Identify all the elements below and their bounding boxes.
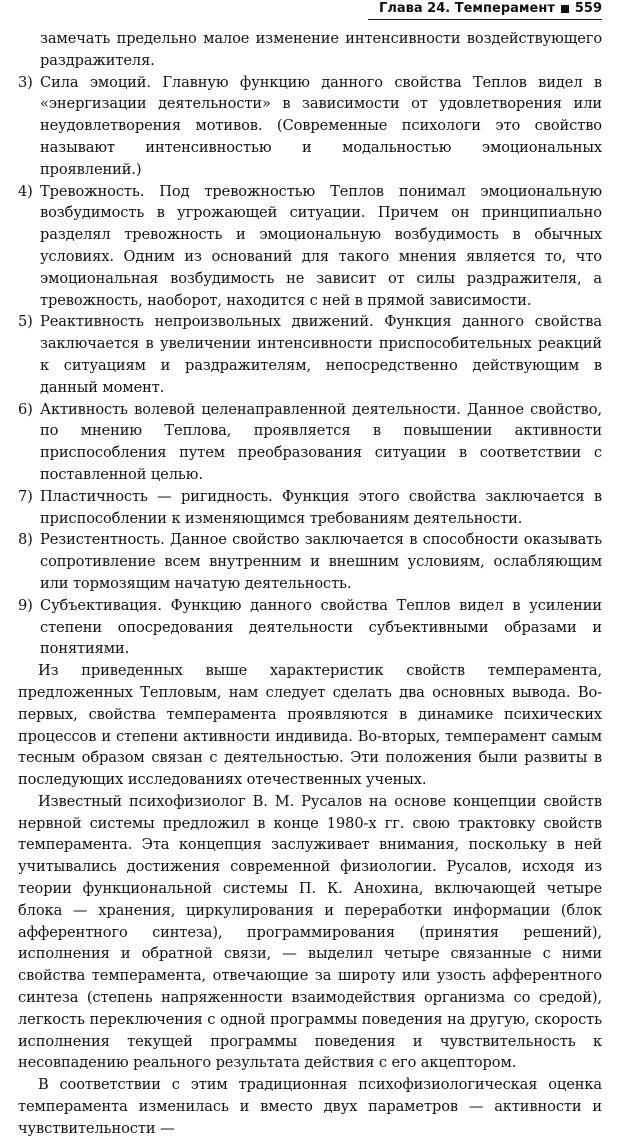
list-item	[18, 529, 602, 594]
item-number: 9)	[18, 596, 33, 614]
item-text: Тревожность. Под тревожностью Теплов понимал эмоциональную возбудимость в угрожающей ситуации. Причем он принципиально разделял тревожность и эмоциональную возбудимость в обычных условиях. Одним из оснований для такого мнения является то, что эмоциональная возбудимость не зависит от силы раздражителя, а тревожность, наоборот, находится с ней в прямой зависимости.	[40, 182, 602, 309]
paragraph: Известный психофизиолог В. М. Русалов на основе концепции свойств нервной системы предложил в конце 1980-х гг. свою трактовку свойств темперамента. Эта концепция заслуживает внимания, поскольку в ней учитывались достижения современной физиологии. Русалов, исходя из теории функциональной системы П. К. Анохина, включающей четыре блока — хранения, циркулирования и переработки информации (блок афферентного синтеза), программирования (принятия решений), исполнения и обратной связи, — выделил четыре связанные с ними свойства темперамента, отвечающие за широту или узость афферентного синтеза (степень напряженности взаимодействия организма со средой), легкость переключения с одной программы поведения на другую, скорость исполнения текущей программы поведения и чувствительность к несовпадению реального результата действия с его акцептором.	[18, 792, 602, 1072]
item-text: Активность волевой целенаправленной деятельности. Данное свойство, по мнению Теплова, проявляется в повышении активности приспособления путем преобразования ситуации в соответствии с поставленной целью.	[40, 400, 602, 483]
item-number: 8)	[18, 531, 33, 549]
item-number: 3)	[18, 73, 33, 91]
item-number: 5)	[18, 313, 33, 331]
item-text: Субъективация. Функцию данного свойства Теплов видел в усилении степени опосредования деятельности субъективными образами и понятиями.	[40, 596, 602, 658]
list-item	[18, 486, 602, 530]
body-text	[18, 28, 602, 1140]
item-number: 7)	[18, 487, 33, 505]
header-rule	[368, 19, 602, 20]
chapter-title: Глава 24. Темперамент	[379, 1, 555, 16]
page-number: 559	[574, 1, 602, 16]
item-number: 4)	[18, 182, 33, 200]
running-head	[379, 0, 602, 18]
paragraph: Из приведенных выше характеристик свойств темперамента, предложенных Тепловым, нам следует сделать два основных вывода. Во-первых, свойства темперамента проявляются в динамике психических процессов и степени активности индивида. Во-вторых, темперамент самым тесным образом связан с деятельностью. Эти положения были развиты в последующих исследованиях отечественных ученых.	[18, 662, 602, 789]
continued-item-text: замечать предельно малое изменение интенсивности воздействующего раздражителя.	[40, 30, 602, 69]
list-item	[18, 595, 602, 660]
list-item	[18, 311, 602, 398]
item-number: 6)	[18, 400, 33, 418]
item-text: Резистентность. Данное свойство заключается в способности оказывать сопротивление всем внутренним и внешним условиям, ослабляющим или тормозящим начатую деятельность.	[40, 531, 602, 592]
list-item	[18, 181, 602, 312]
list-item	[18, 399, 602, 486]
list-item	[18, 72, 602, 181]
item-text: Пластичность — ригидность. Функция этого свойства заключается в приспособлении к изменяющимся требованиям деятельности.	[40, 487, 602, 527]
square-bullet-icon	[561, 5, 569, 13]
paragraph: В соответствии с этим традиционная психофизиологическая оценка темперамента изменилась и вместо двух параметров — активности и чувствительности —	[18, 1076, 602, 1137]
item-text: Реактивность непроизвольных движений. Функция данного свойства заключается в увеличении интенсивности приспособительных реакций к ситуациям и раздражителям, непосредственно действующим в данный момент.	[40, 313, 602, 396]
item-text: Сила эмоций. Главную функцию данного свойства Теплов видел в «энергизации деятельности» в зависимости от удовлетворения или неудовлетворения мотивов. (Современные психологи это свойство называют интенсивностью и модальностью эмоциональных проявлений.)	[40, 73, 602, 178]
property-list	[18, 72, 602, 661]
